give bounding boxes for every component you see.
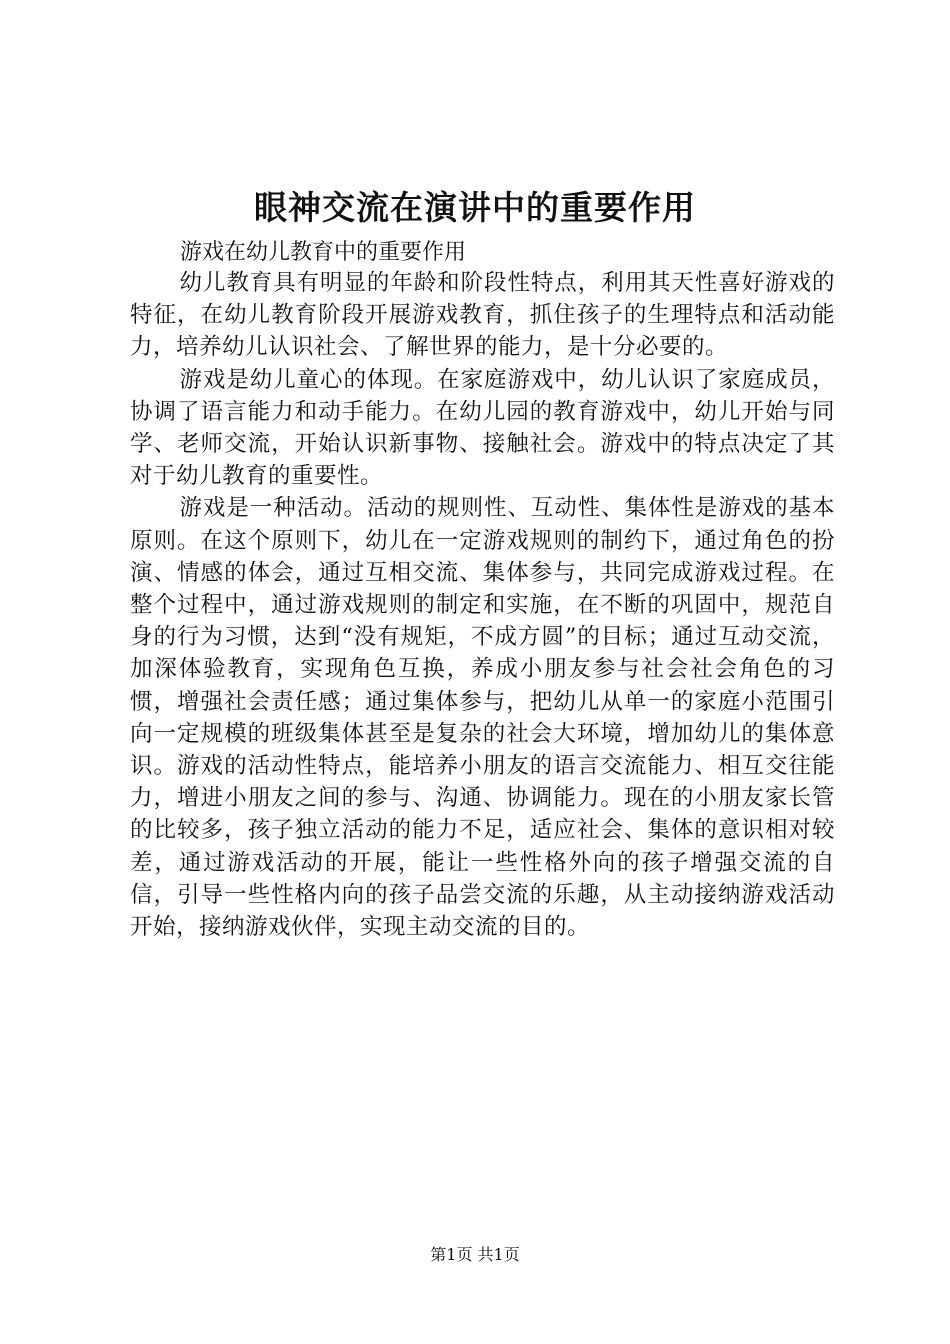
document-title: 眼神交流在演讲中的重要作用 [254, 188, 696, 227]
page-footer: 第1页 共1页 [430, 1245, 520, 1264]
paragraph: 幼儿教育具有明显的年龄和阶段性特点，利用其天性喜好游戏的特征，在幼儿教育阶段开展游戏教育，抓住孩子的生理特点和活动能力，培养幼儿认识社会、了解世界的能力，是十分必要的。 [130, 270, 835, 361]
document-subtitle: 游戏在幼儿教育中的重要作用 [180, 240, 467, 265]
paragraph: 游戏是幼儿童心的体现。在家庭游戏中，幼儿认识了家庭成员，协调了语言能力和动手能力。在幼儿园的教育游戏中，幼儿开始与同学、老师交流，开始认识新事物、接触社会。游戏中的特点决定了其对于幼儿教育的重要性。 [130, 366, 835, 490]
paragraph: 游戏是一种活动。活动的规则性、互动性、集体性是游戏的基本原则。在这个原则下，幼儿在一定游戏规则的制约下，通过角色的扮演、情感的体会，通过互相交流、集体参与，共同完成游戏过程。在整个过程中，通过游戏规则的制定和实施，在不断的巩固中，规范自身的行为习惯，达到“没有规矩，不成方圆”的目标；通过互动交流，加深体验教育，实现角色互换，养成小朋友参与社会社会角色的习惯，增强社会责任感；通过集体参与，把幼儿从单一的家庭小范围引向一定规模的班级集体甚至是复杂的社会大环境，增加幼儿的集体意识。游戏的活动性特点，能培养小朋友的语言交流能力、相互交往能力，增进小朋友之间的参与、沟通、协调能力。现在的小朋友家长管的比较多，孩子独立活动的能力不足，适应社会、集体的意识相对较差，通过游戏活动的开展，能让一些性格外向的孩子增强交流的自信，引导一些性格内向的孩子品尝交流的乐趣，从主动接纳游戏活动开始，接纳游戏伙伴，实现主动交流的目的。 [130, 495, 835, 941]
document-body [130, 267, 835, 943]
